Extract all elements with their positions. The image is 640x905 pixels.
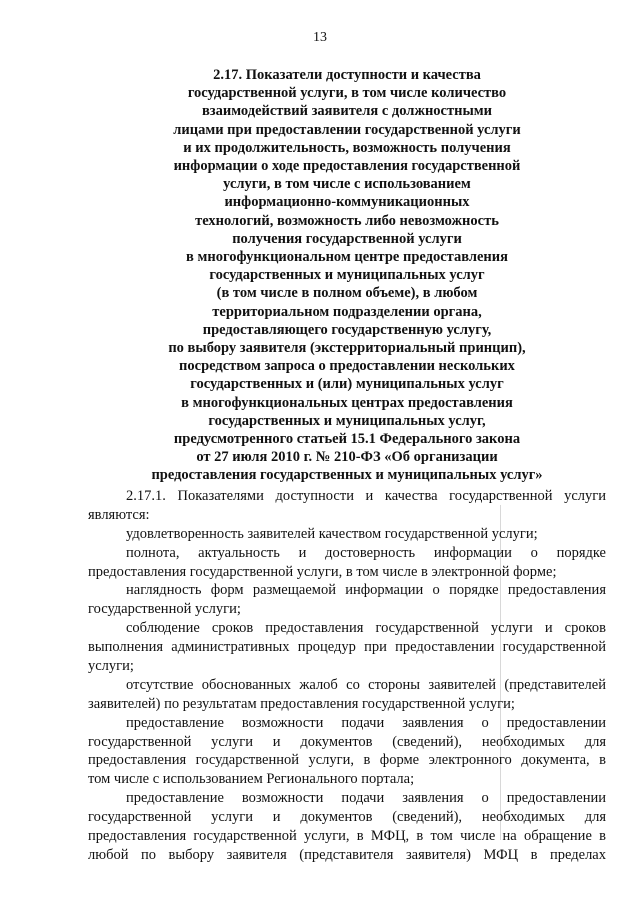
body-line: полнота, актуальность и достоверность информации о порядке xyxy=(126,544,606,561)
body-line: соблюдение сроков предоставления государственной услуги и сроков xyxy=(126,620,606,637)
heading-line: взаимодействий заявителя с должностными xyxy=(201,103,493,120)
heading-line: и их продолжительность, возможность получения xyxy=(183,139,511,156)
body-line: услуги; xyxy=(88,658,134,675)
heading-line: предоставляющего государственную услугу, xyxy=(202,321,492,338)
heading-line: предусмотренного статьей 15.1 Федерального закона xyxy=(173,431,521,448)
heading-line: территориальном подразделении органа, xyxy=(212,303,482,320)
heading-line: государственных и муниципальных услуг, xyxy=(208,412,486,429)
body-line: являются: xyxy=(88,506,150,523)
body-line: наглядность форм размещаемой информации о порядке предоставления xyxy=(126,582,606,599)
body-line: государственной услуги; xyxy=(88,601,241,618)
body-line: заявителей) по результатам предоставления государственной услуги; xyxy=(88,695,515,712)
body-line: 2.17.1. Показателями доступности и качества государственной услуги xyxy=(126,488,606,504)
body-line: государственной услуги и документов (сведений), необходимых для xyxy=(88,809,606,826)
heading-line: по выбору заявителя (экстерриториальный принцип), xyxy=(168,340,526,357)
heading-line: в многофункциональном центре предоставления xyxy=(186,249,508,266)
heading-line: лицами при предоставлении государственной услуги xyxy=(173,121,521,138)
heading-line: информационно-коммуникационных xyxy=(224,194,470,211)
page-number: 13 xyxy=(313,30,327,45)
body-line: удовлетворенность заявителей качеством государственной услуги; xyxy=(126,525,538,542)
body-line: государственной услуги и документов (сведений), необходимых для xyxy=(88,733,606,750)
heading-line: государственной услуги, в том числе количество xyxy=(187,85,507,102)
body-line: выполнения административных процедур при предоставлении государственной xyxy=(88,639,606,656)
heading-line: государственных и муниципальных услуг xyxy=(209,267,485,284)
body-line: предоставления государственной услуги, в том числе в электронной форме; xyxy=(88,563,557,580)
heading-line: посредством запроса о предоставлении нескольких xyxy=(179,358,515,375)
body-line: предоставления государственной услуги, в форме электронного документа, в xyxy=(88,752,606,769)
body-line: предоставление возможности подачи заявления о предоставлении xyxy=(126,714,606,731)
heading-line: (в том числе в полном объеме), в любом xyxy=(216,285,478,302)
heading-line: 2.17. Показатели доступности и качества xyxy=(213,67,481,83)
heading-line: предоставления государственных и муниципальных услуг» xyxy=(151,467,543,484)
body-line: отсутствие обоснованных жалоб со стороны заявителей (представителей xyxy=(126,676,606,693)
body-line: предоставление возможности подачи заявления о предоставлении xyxy=(126,790,606,807)
heading-line: от 27 июля 2010 г. № 210-ФЗ «Об организации xyxy=(196,449,498,466)
heading-line: получения государственной услуги xyxy=(232,230,462,247)
section-heading xyxy=(88,66,606,485)
body-line: любой по выбору заявителя (представителя заявителя) МФЦ в пределах xyxy=(88,846,606,863)
heading-line: государственных и (или) муниципальных услуг xyxy=(190,376,504,393)
heading-line: услуги, в том числе с использованием xyxy=(223,176,471,193)
heading-line: информации о ходе предоставления государственной xyxy=(173,158,521,175)
heading-line: технологий, возможность либо невозможность xyxy=(195,212,499,229)
body-text xyxy=(88,487,606,865)
body-line: том числе с использованием Регионального портала; xyxy=(88,771,415,788)
heading-line: в многофункциональных центрах предоставления xyxy=(181,394,513,411)
body-line: предоставления государственной услуги, в МФЦ, в том числе на обращение в xyxy=(88,828,606,845)
